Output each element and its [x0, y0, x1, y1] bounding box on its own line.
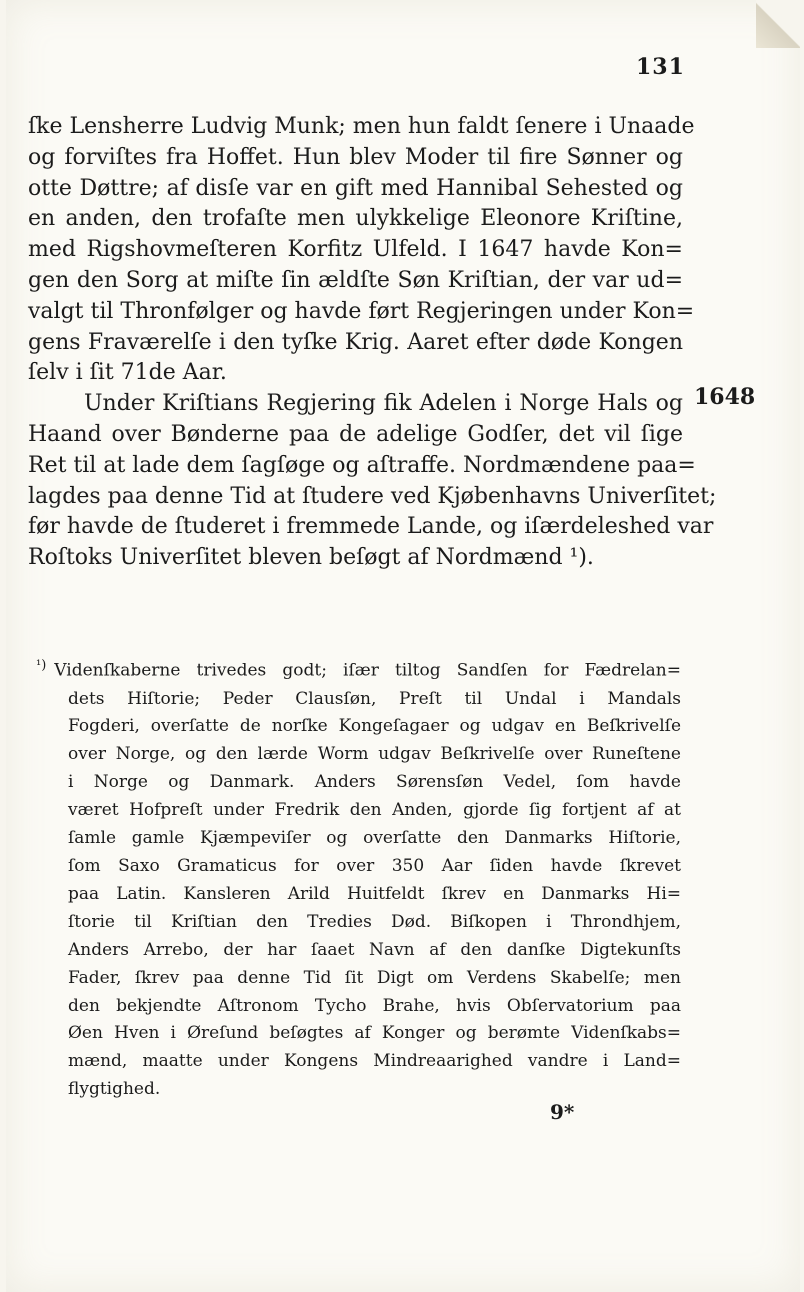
- footnote-line: ſtorie til Kriſtian den Tredies Død. Biſkopen i Throndhjem,: [68, 911, 681, 932]
- footnote-line: i Norge og Danmark. Anders Sørensſøn Vedel, ſom havde: [68, 772, 681, 793]
- text-line: Haand over Bønderne paa de adelige Godſer, det vil ſige: [28, 421, 683, 447]
- text-line: og forviſtes fra Hoffet. Hun blev Moder til fire Sønner og: [28, 144, 683, 170]
- footnote-line: Fader, ſkrev paa denne Tid ſit Digt om Verdens Skabelſe; men: [68, 967, 681, 988]
- text-line: med Rigshovmeſteren Korfitz Ulfeld. I 1647 havde Kon=: [28, 237, 683, 263]
- main-text: [28, 112, 717, 574]
- signature-mark: 9*: [550, 1100, 575, 1124]
- footnote-line: ſom Saxo Gramaticus for over 350 Aar ſiden havde ſkrevet: [68, 856, 681, 876]
- text-line: gens Fraværelſe i den tyſke Krig. Aaret efter døde Kongen: [28, 329, 683, 355]
- page-number: 131: [636, 54, 685, 80]
- footnote-line: paa Latin. Kansleren Arild Huitfeldt ſkrev en Danmarks Hi=: [68, 883, 681, 904]
- text-line: ſke Lensherre Ludvig Munk; men hun faldt ſenere i Unaade: [28, 114, 695, 139]
- footnote-line: Øen Hven i Øreſund beſøgtes af Konger og berømte Videnſkabs=: [68, 1023, 681, 1044]
- text-line: ſelv i ſit 71de Aar.: [28, 360, 227, 386]
- text-line: lagdes paa denne Tid at ſtudere ved Kjøbenhavns Univerſitet;: [28, 483, 717, 509]
- text-line: en anden, den trofaſte men ulykkelige Eleonore Kriſtine,: [28, 206, 683, 232]
- text-line: før havde de ſtuderet i fremmede Lande, og iſærdeleshed var: [28, 514, 714, 540]
- footnote-line: den bekjendte Aſtronom Tycho Brahe, hvis Obſervatorium paa: [68, 995, 681, 1016]
- footnote-text: Videnſkaberne trivedes godt; iſær tiltog Sandſen for Fædrelan=: [54, 660, 681, 681]
- text-line: Roſtoks Univerſitet bleven beſøgt af Nordmænd ¹).: [28, 545, 594, 571]
- page-corner-fold: [756, 0, 800, 48]
- footnote-line: Fogderi, overſatte de norſke Kongeſagaer og udgav en Beſkrivelſe: [68, 716, 681, 737]
- margin-year-note: 1648: [694, 384, 756, 410]
- text-line: valgt til Thronfølger og havde ført Regjeringen under Kon=: [28, 298, 695, 324]
- footnote-line: været Hofpreſt under Fredrik den Anden, gjorde ſig fortjent af at: [68, 800, 681, 821]
- footnote-line: Anders Arrebo, der har ſaaet Navn af den danſke Digtekunſts: [68, 939, 681, 960]
- footnote-line: mænd, maatte under Kongens Mindreaarighed vandre i Land=: [68, 1051, 681, 1072]
- text-line: Ret til at lade dem ſagſøge og aſtraffe. Nordmændene paa=: [28, 452, 696, 478]
- footnote-line: over Norge, og den lærde Worm udgav Beſkrivelſe over Runeſtene: [68, 744, 681, 765]
- footnote-line: dets Hiſtorie; Peder Clausſøn, Preſt til Undal i Mandals: [68, 688, 681, 709]
- footnote-line: ſamle gamle Kjæmpeviſer og overſatte den Danmarks Hiſtorie,: [68, 828, 681, 849]
- text-line: Under Kriſtians Regjering fik Adelen i Norge Hals og: [84, 391, 683, 417]
- footnote-marker: ¹): [36, 658, 47, 673]
- book-page: [6, 0, 800, 1292]
- paragraph-2: [28, 389, 717, 574]
- text-line: gen den Sorg at miſte ſin ældſte Søn Kriſtian, der var ud=: [28, 267, 683, 293]
- footnote-line: flygtighed.: [68, 1079, 161, 1100]
- text-line: otte Døttre; af disſe var en gift med Hannibal Sehested og: [28, 175, 683, 201]
- paragraph-1: [28, 112, 695, 389]
- footnote-line: [36, 652, 681, 686]
- footnote: [36, 652, 681, 1104]
